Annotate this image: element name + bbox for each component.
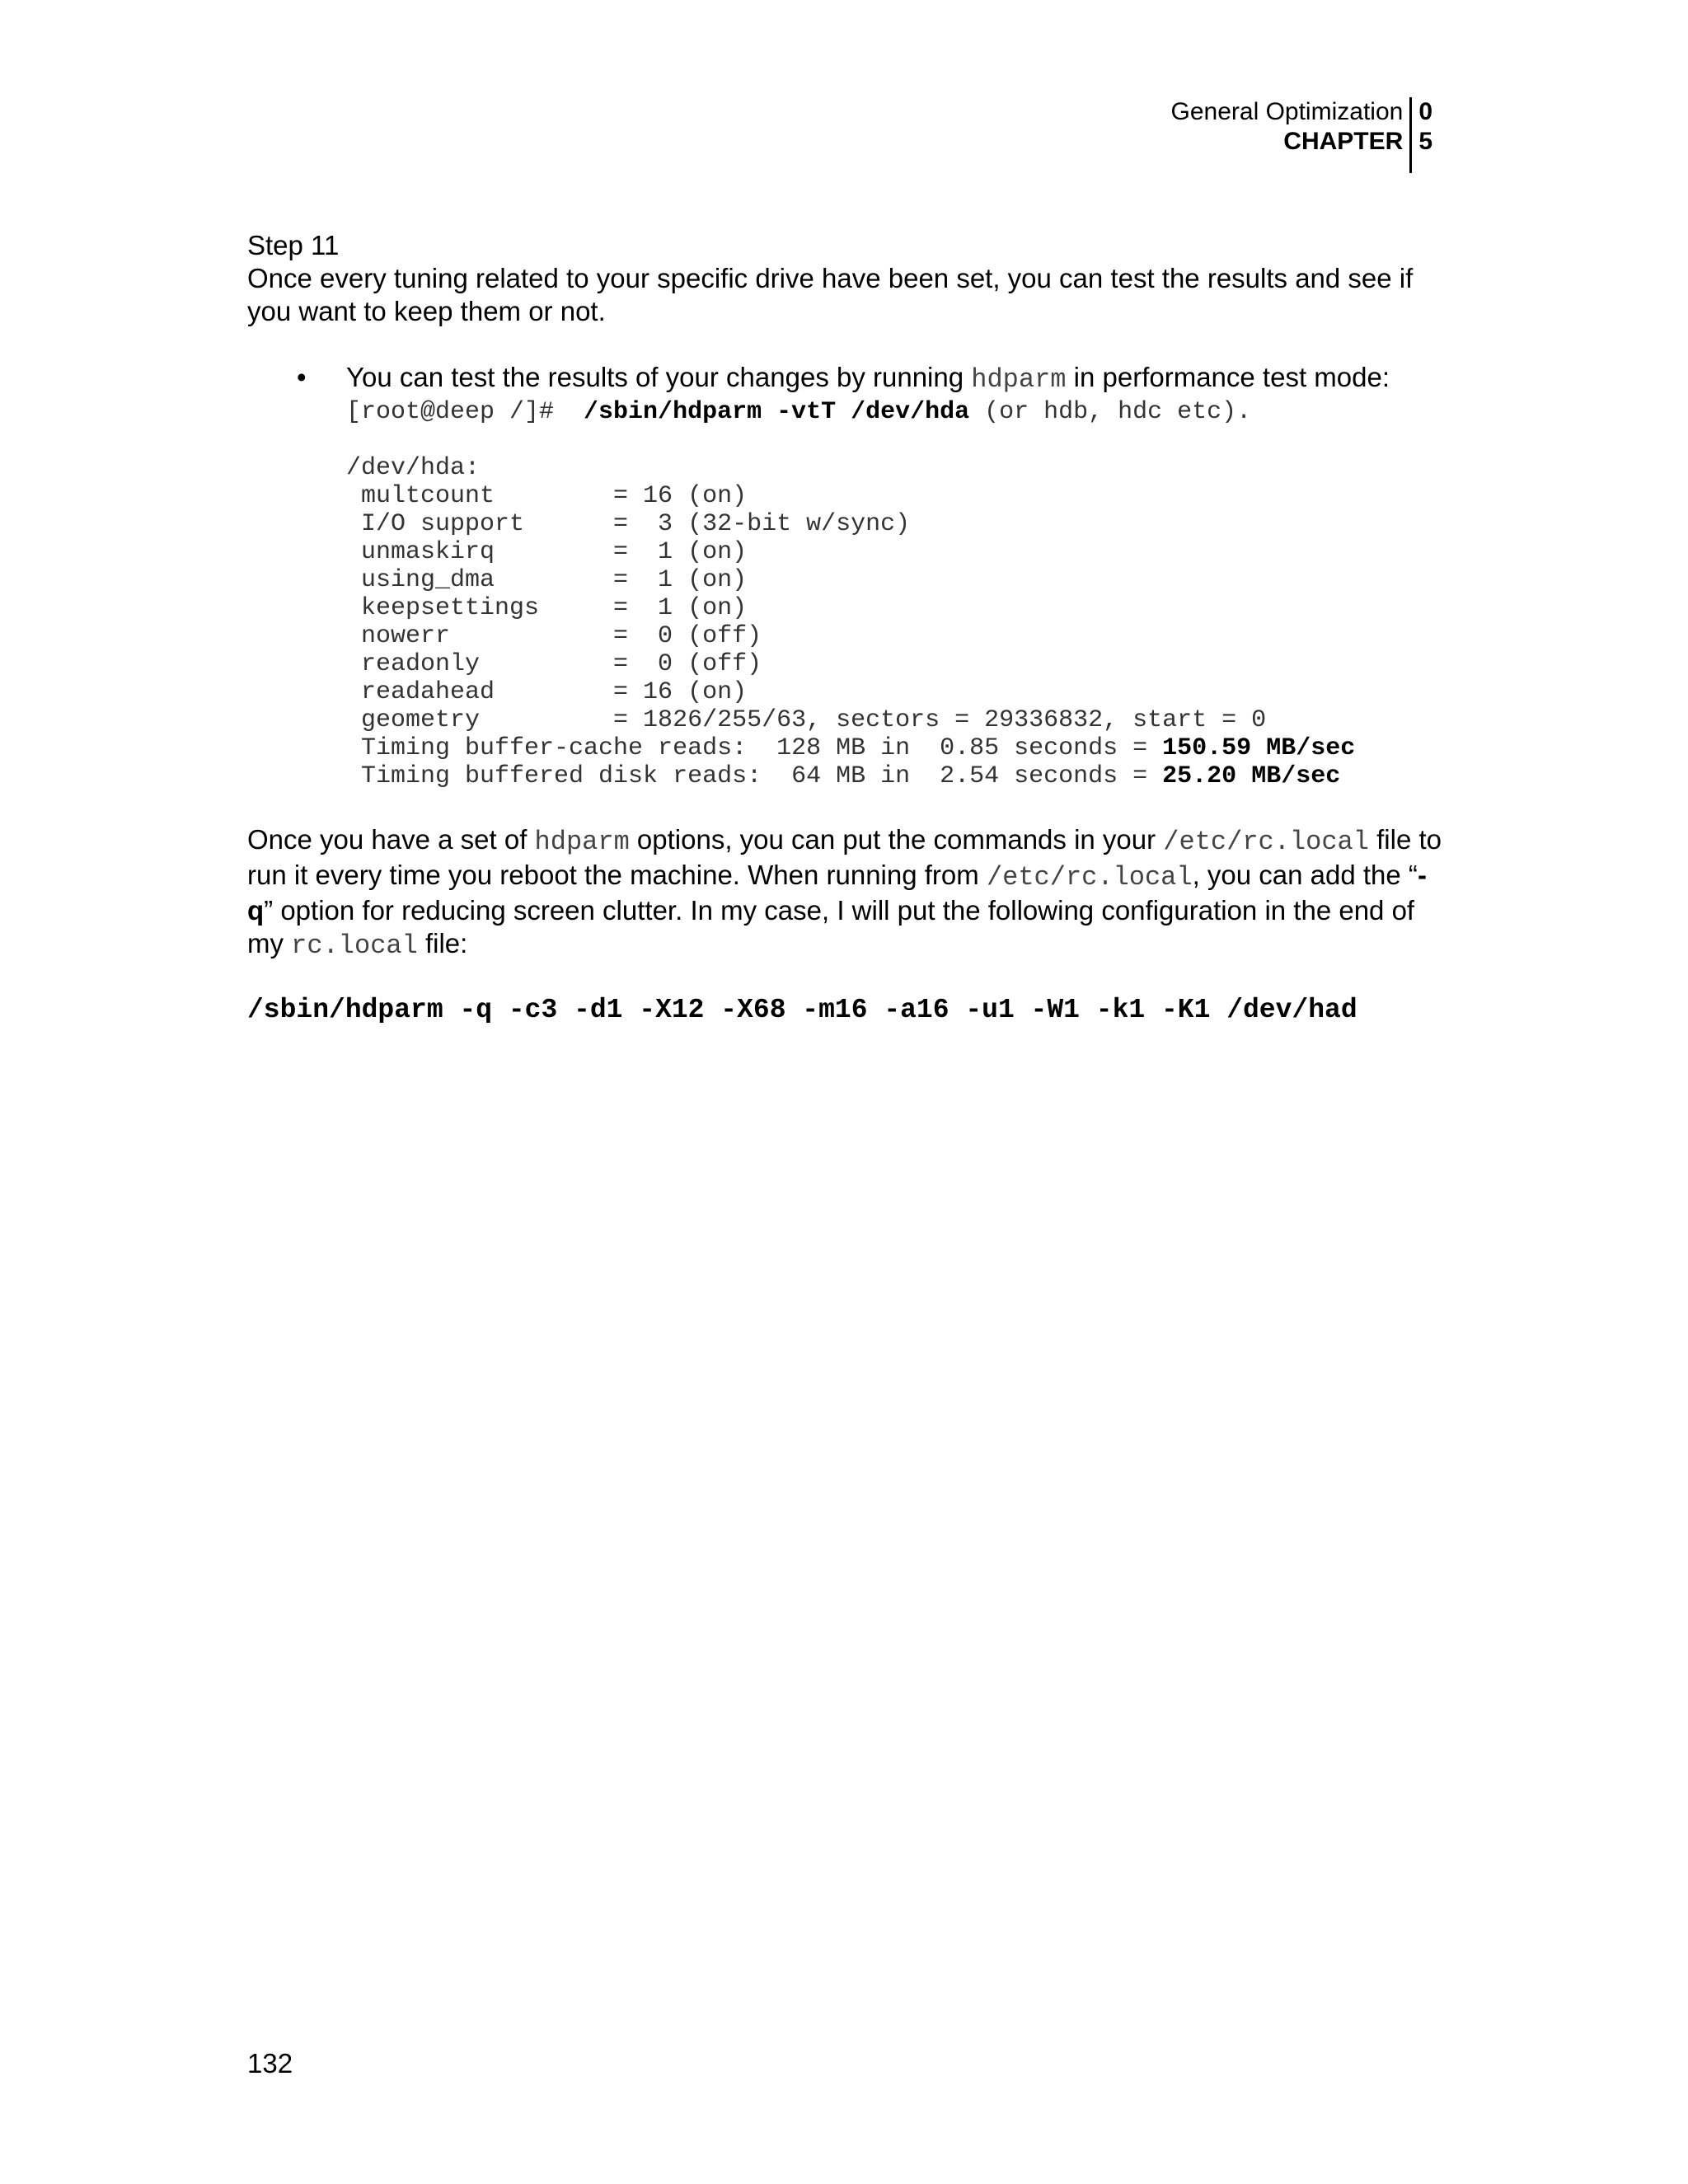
output-line: multcount = 16 (on) [346, 482, 748, 510]
option-q: -q [247, 860, 1427, 926]
rc-local-paragraph: Once you have a set of hdparm options, you can put the commands in your /etc/rc.local file to run it every time you reboot the machine. When running from /etc/rc.local, you can add the “-q” option for reducing screen clutter. In my case, I will put the following configuration in the end of my rc.local file: [247, 824, 1442, 961]
bullet-item [297, 361, 1442, 790]
command-line [346, 398, 1442, 426]
bullet-text: You can test the results of your changes by running hdparm in performance test mode: [346, 362, 1390, 395]
command-suffix: (or hdb, hdc etc). [969, 398, 1252, 426]
page-number: 132 [247, 2048, 293, 2079]
inline-code-hdparm: hdparm [971, 364, 1067, 395]
output-line: keepsettings = 1 (on) [346, 594, 748, 622]
bullet-symbol: • [297, 362, 307, 392]
shell-prompt: [root@deep /]# [346, 398, 584, 426]
final-command: /sbin/hdparm -q -c3 -d1 -X12 -X68 -m16 -a16 -u1 -W1 -k1 -K1 /dev/had [247, 995, 1357, 1025]
timing-cache-line: Timing buffer-cache reads: 128 MB in 0.85 seconds = 150.59 MB/sec [346, 734, 1356, 762]
output-line: geometry = 1826/255/63, sectors = 29336832, start = 0 [346, 706, 1267, 734]
step-title: Step 11 [247, 230, 340, 260]
page-content [247, 229, 1442, 1027]
timing-disk-value: 25.20 MB/sec [1162, 762, 1341, 790]
page-header [1171, 97, 1432, 173]
output-line: readonly = 0 (off) [346, 650, 762, 678]
output-line: I/O support = 3 (32-bit w/sync) [346, 510, 911, 538]
inline-code-rc-local: rc.local [291, 930, 418, 961]
chapter-digit-1: 0 [1418, 98, 1432, 125]
inline-code-rc-local-path: /etc/rc.local [1163, 827, 1369, 857]
output-line: using_dma = 1 (on) [346, 566, 748, 594]
chapter-digit-2: 5 [1418, 128, 1432, 155]
output-line: nowerr = 0 (off) [346, 622, 762, 650]
header-title: General Optimization [1170, 98, 1404, 125]
timing-cache-value: 150.59 MB/sec [1162, 734, 1356, 762]
shell-command: /sbin/hdparm -vtT /dev/hda [584, 398, 970, 426]
command-output [346, 454, 1442, 790]
inline-code-rc-local-path: /etc/rc.local [986, 862, 1193, 893]
step-intro: Once every tuning related to your specific drive have been set, you can test the results and see if you want to keep them or not. [247, 263, 1414, 326]
timing-disk-line: Timing buffered disk reads: 64 MB in 2.54 seconds = 25.20 MB/sec [346, 762, 1341, 790]
output-line: unmaskirq = 1 (on) [346, 538, 748, 566]
output-device: /dev/hda: [346, 454, 481, 482]
chapter-number [1412, 97, 1432, 173]
output-line: readahead = 16 (on) [346, 678, 748, 706]
header-chapter-label: CHAPTER [1283, 128, 1404, 155]
inline-code-hdparm: hdparm [534, 827, 630, 857]
